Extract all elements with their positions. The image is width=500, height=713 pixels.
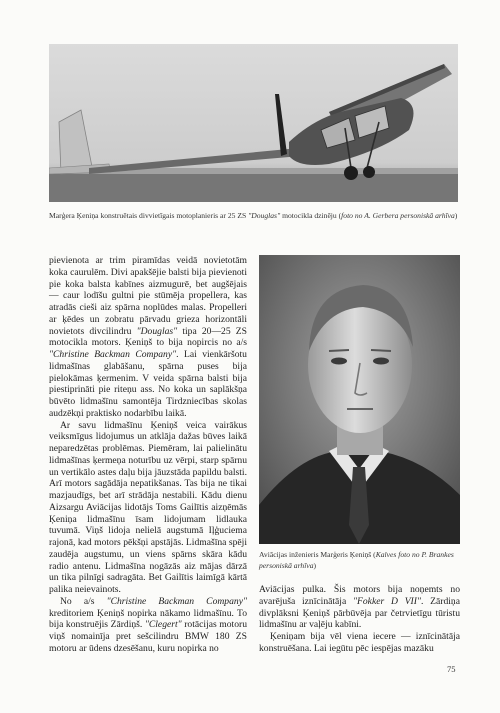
caption-emphasis: "Douglas" xyxy=(248,211,281,220)
caption-text: ) xyxy=(313,560,317,570)
portrait-photo xyxy=(259,255,460,544)
caption-text: ) xyxy=(454,211,458,220)
motor-glider-photo xyxy=(49,44,458,202)
caption-credit: foto no A. Gerbera personiskā arhīva xyxy=(341,211,455,220)
paragraph: Ķeniņam bija vēl viena iecere — iznīcinātāja konstruēšana. Lai iegūtu pēc iespējas mazāku xyxy=(259,631,460,654)
paragraph: No a/s "Christine Backman Company" kreditoriem Ķeniņš nopirka nākamo lidmašīnu. To bija konstruējis Zārdiņš. "Clegert" rotācijas motoru viņš nomainīja pret sešcilindru BMW 180 ZS motoru ar ūdens dzesēšanu, kuru nopirka no xyxy=(49,595,247,654)
right-text-column xyxy=(259,584,460,655)
paragraph: pievienota ar trim piramīdas veidā novietotām koka caurulēm. Divi apakšējie balsti bija pievienoti pie koka balsta kabīnes aizmugurē, bet augšējais — caur lodīšu gultni pie stūmēja propellera, kas atradās cieši aiz spārna noplūdes malas. Propelleri ar ķēdes un zobratu pārvadu grieza horizontāli novietots divcilindru "Douglas" tipa 20—25 ZS motocikla motors. Ķeniņš to bija nopircis no a/s "Christine Backman Company". Lai vienkāršotu lidmašīnas glabāšanu, spārna puses bija pielokāmas ķermenim. V veida spārna balsti bija piestiprināti pie riteņu ass. No koka un saplākšņa būvēto lidmašīnu samontēja Tirdzniecības skolas audzēkņi praktisko nodarbību laikā. xyxy=(49,255,247,419)
caption-credit: Kalves foto no P. Brankes personiskā arhīva xyxy=(259,550,454,570)
page-number: 75 xyxy=(447,664,456,674)
caption-text: Marģera Ķeniņa konstruētais divvietīgais motoplanieris ar 25 ZS xyxy=(49,211,249,220)
caption-text: Aviācijas inženieris Marģeris Ķeniņš ( xyxy=(259,550,376,559)
portrait-caption xyxy=(259,550,460,571)
caption-text: motocikla dzinēju ( xyxy=(280,211,342,220)
left-text-column xyxy=(49,255,247,655)
paragraph: Aviācijas pulka. Šis motors bija noņemts no avarējuša iznīcinātāja "Fokker D VII". Zārdiņa divplāksni Ķeniņš pārbūvēja par četrvietīgu tūristu lidmašīnu ar vaļēju kabīni. xyxy=(259,584,460,631)
paragraph: Ar savu lidmašīnu Ķeniņš veica vairākus veiksmīgus lidojumus un atklāja dažas būves laikā neparedzētas problēmas. Piemēram, lai palielinātu lidmašīnas ķermeņa noturību uz vērpi, starp spārnu un vertikālo astes daļu bija jāuzstāda papildu balsti. Arī motors sagādāja nepatikšanas. Tas bija ne tikai mazjaudīgs, bet arī strādāja nestabili. Kādu dienu Aizsargu Aviācijas lidotājs Toms Gailītis aizņēmās Ķeniņa lidmašīnu īsam lidojumam lidlauka tuvumā. Viņš lidoja nelielā augstumā Iļģuciema rajonā, kad motors pēkšņi apstājās. Lidmašīna spēji zaudēja augstumu, un viens spārns skāra kādu radio antenu. Lidmašīna nogāzās aiz mājas dārzā un tika pilnīgi sadragāta. Bet Gailītis laimīgā kārtā palika neievainots. xyxy=(49,419,247,595)
photo-caption xyxy=(49,211,458,222)
